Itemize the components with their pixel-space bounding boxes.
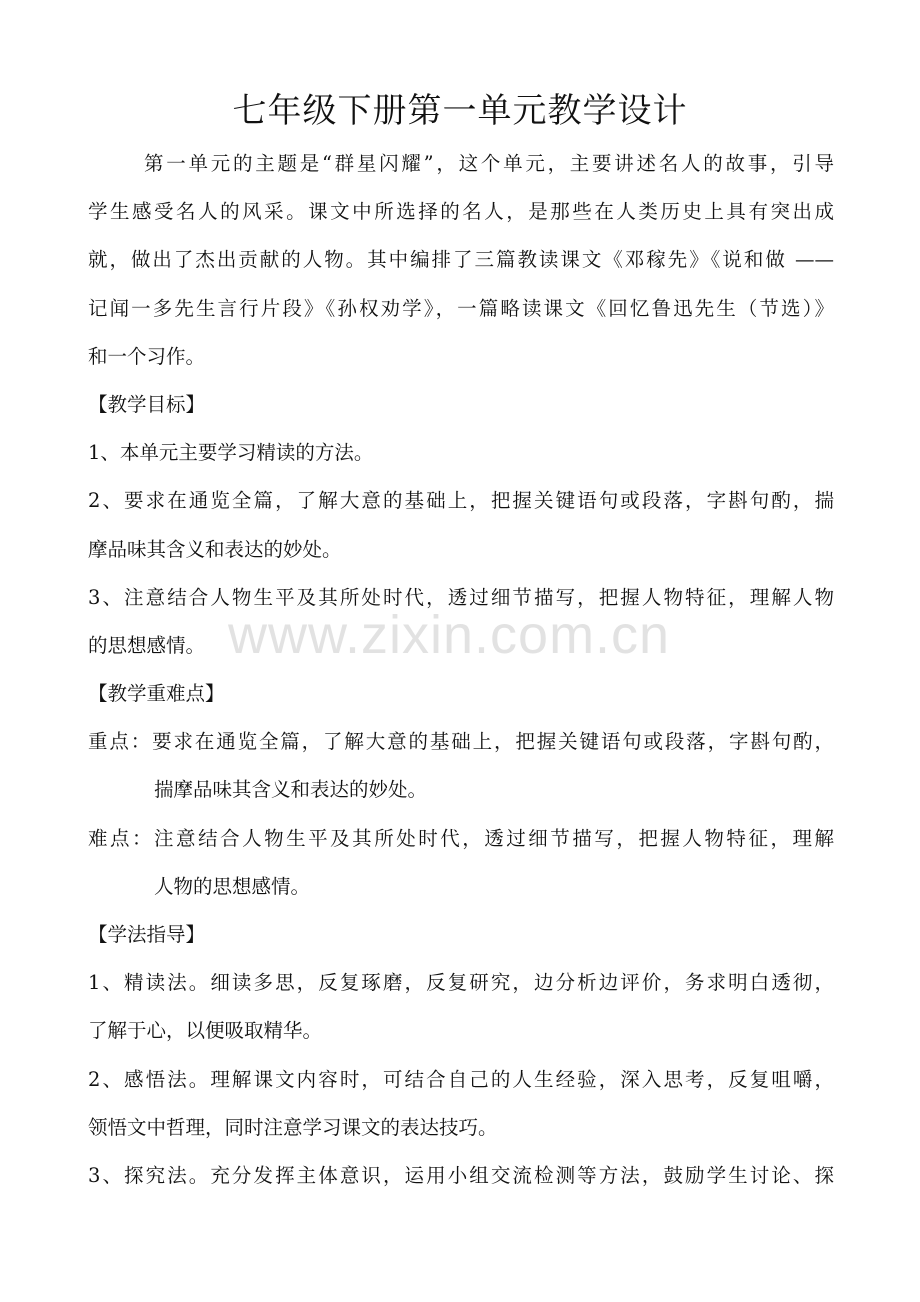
intro-line-5: 和一个习作。 — [88, 344, 206, 368]
difficult-point-line-2: 人物的思想感情。 — [154, 874, 311, 898]
goal-2-line-1: 2、要求在通览全篇，了解大意的基础上，把握关键语句或段落，字斟句酌，揣 — [88, 489, 834, 513]
section-heading-teaching-goals: 【教学目标】 — [88, 392, 206, 416]
method-1-line-1: 1、精读法。细读多思，反复琢磨，反复研究，边分析边评价，务求明白透彻， — [88, 971, 834, 995]
section-heading-key-difficult-points: 【教学重难点】 — [88, 682, 225, 706]
method-2-line-1: 2、感悟法。理解课文内容时，可结合自己的人生经验，深入思考，反复咀嚼， — [88, 1067, 834, 1091]
intro-line-4: 记闻一多先生言行片段》《孙权劝学》，一篇略读课文《回忆鲁迅先生（节选）》 — [88, 296, 834, 320]
goal-1: 1、本单元主要学习精读的方法。 — [88, 441, 374, 465]
goal-3-line-1: 3、注意结合人物生平及其所处时代，透过细节描写，把握人物特征，理解人物 — [88, 585, 834, 609]
difficult-point-line-1: 难点：注意结合人物生平及其所处时代，透过细节描写，把握人物特征，理解 — [88, 826, 834, 850]
section-heading-learning-methods: 【学法指导】 — [88, 923, 206, 946]
method-2-line-2: 领悟文中哲理，同时注意学习课文的表达技巧。 — [88, 1115, 498, 1139]
intro-line-1: 第一单元的主题是“群星闪耀”，这个单元，主要讲述名人的故事，引导 — [144, 152, 834, 175]
method-1-line-2: 了解于心，以便吸取精华。 — [88, 1019, 323, 1043]
method-3-line-1: 3、探究法。充分发挥主体意识，运用小组交流检测等方法，鼓励学生讨论、探 — [88, 1163, 834, 1187]
key-point-line-1: 重点：要求在通览全篇，了解大意的基础上，把握关键语句或段落，字斟句酌， — [88, 730, 834, 754]
document-title: 七年级下册第一单元教学设计 — [232, 91, 688, 131]
watermark: www.zixin.com.cn — [228, 605, 671, 665]
goal-3-line-2: 的思想感情。 — [88, 633, 206, 657]
document-body — [88, 140, 834, 1200]
intro-line-3: 就，做出了杰出贡献的人物。其中编排了三篇教读课文《邓稼先》《说和做 —— — [88, 248, 834, 272]
goal-2-line-2: 摩品味其含义和表达的妙处。 — [88, 537, 342, 561]
key-point-line-2: 揣摩品味其含义和表达的妙处。 — [154, 778, 428, 802]
intro-line-2: 学生感受名人的风采。课文中所选择的名人，是那些在人类历史上具有突出成 — [88, 200, 834, 224]
